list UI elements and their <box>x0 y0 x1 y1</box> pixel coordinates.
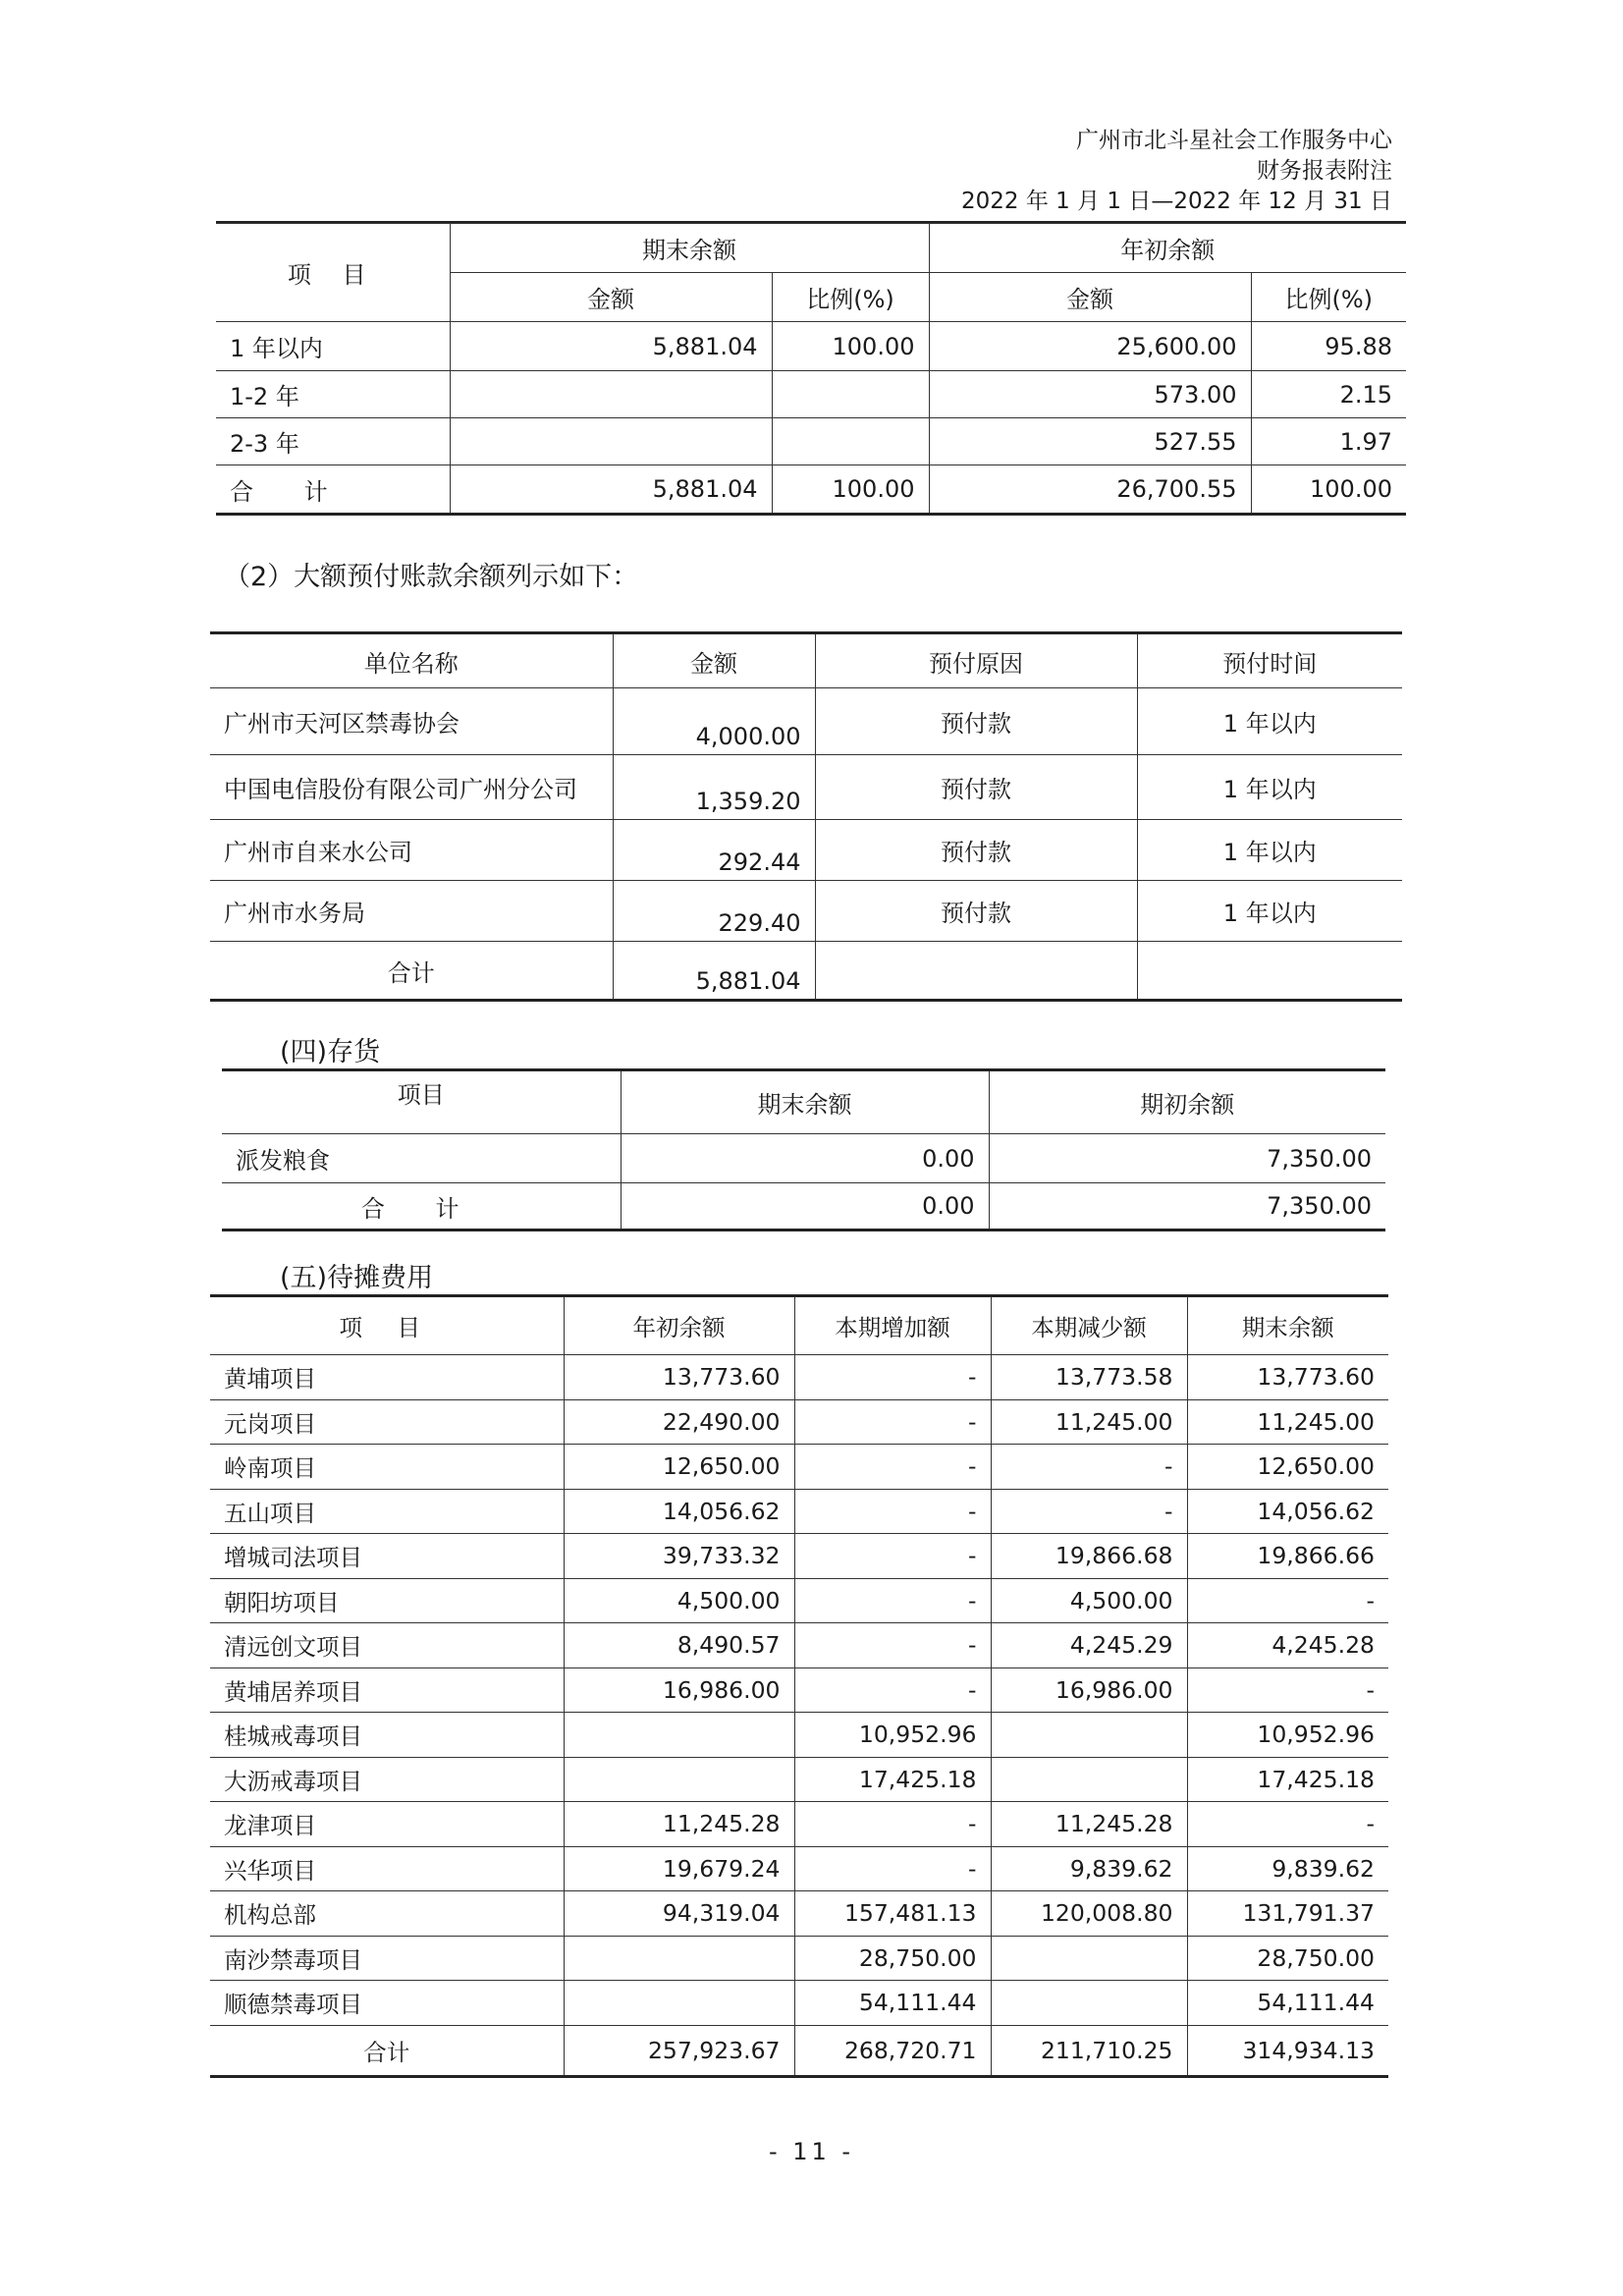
col-amount: 金额 <box>613 633 815 688</box>
table-row-total <box>222 1183 1385 1230</box>
table-row <box>210 1399 1388 1445</box>
row-label: 派发粮食 <box>222 1134 621 1183</box>
cell: 10,952.96 <box>794 1713 991 1758</box>
aging-table <box>216 223 1406 516</box>
cell: 11,245.00 <box>1187 1399 1388 1445</box>
table-row <box>210 1667 1388 1713</box>
table-row <box>210 1578 1388 1623</box>
cell <box>564 1936 794 1981</box>
prepay-caption: （2）大额预付账款余额列示如下： <box>224 562 639 592</box>
cell: - <box>991 1489 1187 1534</box>
row-label: 五山项目 <box>210 1489 564 1534</box>
row-label: 顺德禁毒项目 <box>210 1981 564 2026</box>
col-begin-ratio: 比例(%) <box>1251 273 1406 322</box>
cell: 4,500.00 <box>991 1578 1187 1623</box>
cell: 11,245.00 <box>991 1399 1187 1445</box>
cell: 4,245.28 <box>1187 1623 1388 1668</box>
col-begin-balance: 期初余额 <box>989 1070 1385 1134</box>
col-end-balance: 期末余额 <box>1187 1296 1388 1355</box>
cell: 16,986.00 <box>564 1667 794 1713</box>
cell: 28,750.00 <box>794 1936 991 1981</box>
col-end-balance: 期末余额 <box>621 1070 989 1134</box>
unit-name: 广州市自来水公司 <box>210 820 613 881</box>
empty-cell <box>815 942 1137 1001</box>
table-row <box>210 1445 1388 1490</box>
table-row <box>210 1534 1388 1579</box>
reason: 预付款 <box>815 755 1137 820</box>
amount: 292.44 <box>613 820 815 881</box>
row-label: 黄埔项目 <box>210 1355 564 1400</box>
table-row <box>210 1936 1388 1981</box>
cell <box>991 1757 1187 1802</box>
table-row <box>216 418 1406 465</box>
cell <box>450 418 772 465</box>
cell: 257,923.67 <box>564 2025 794 2076</box>
time: 1 年以内 <box>1137 688 1402 755</box>
cell: 100.00 <box>772 465 929 515</box>
prepay-table <box>210 631 1402 1002</box>
row-label: 1-2 年 <box>216 371 450 418</box>
row-label: 合计 <box>210 2025 564 2076</box>
cell: - <box>794 1623 991 1668</box>
table-row <box>216 322 1406 371</box>
cell <box>991 1936 1187 1981</box>
amount: 229.40 <box>613 881 815 942</box>
cell: 5,881.04 <box>450 465 772 515</box>
table-row <box>210 688 1402 755</box>
table-row <box>210 1489 1388 1534</box>
cell: 5,881.04 <box>450 322 772 371</box>
cell: 14,056.62 <box>1187 1489 1388 1534</box>
cell: 13,773.60 <box>564 1355 794 1400</box>
time: 1 年以内 <box>1137 881 1402 942</box>
cell: 54,111.44 <box>1187 1981 1388 2026</box>
cell: 22,490.00 <box>564 1399 794 1445</box>
cell: 39,733.32 <box>564 1534 794 1579</box>
cell <box>564 1713 794 1758</box>
row-label: 黄埔居养项目 <box>210 1667 564 1713</box>
table-row <box>210 1757 1388 1802</box>
report-header <box>961 126 1392 217</box>
cell: 211,710.25 <box>991 2025 1187 2076</box>
cell: 94,319.04 <box>564 1891 794 1937</box>
amount: 4,000.00 <box>613 688 815 755</box>
cell: 0.00 <box>621 1134 989 1183</box>
cell: 9,839.62 <box>991 1846 1187 1891</box>
table-row <box>210 820 1402 881</box>
cell <box>772 418 929 465</box>
cell: - <box>794 1667 991 1713</box>
cell: 314,934.13 <box>1187 2025 1388 2076</box>
cell <box>564 1757 794 1802</box>
cell: 28,750.00 <box>1187 1936 1388 1981</box>
row-label: 增城司法项目 <box>210 1534 564 1579</box>
cell: 11,245.28 <box>564 1802 794 1847</box>
col-end-amount: 金额 <box>450 273 772 322</box>
cell: - <box>991 1445 1187 1490</box>
cell: 157,481.13 <box>794 1891 991 1937</box>
cell <box>450 371 772 418</box>
row-label: 元岗项目 <box>210 1399 564 1445</box>
period: 2022 年 1 月 1 日—2022 年 12 月 31 日 <box>961 189 1392 214</box>
col-begin-balance: 年初余额 <box>929 224 1406 273</box>
row-label: 合 计 <box>216 465 450 515</box>
table-row <box>210 881 1402 942</box>
row-label: 大沥戒毒项目 <box>210 1757 564 1802</box>
table-row <box>210 1355 1388 1400</box>
cell: 19,866.68 <box>991 1534 1187 1579</box>
cell: 100.00 <box>772 322 929 371</box>
cell: 7,350.00 <box>989 1134 1385 1183</box>
time: 1 年以内 <box>1137 755 1402 820</box>
cell: - <box>794 1489 991 1534</box>
row-label: 机构总部 <box>210 1891 564 1937</box>
amount: 1,359.20 <box>613 755 815 820</box>
time: 1 年以内 <box>1137 820 1402 881</box>
col-begin-amount: 金额 <box>929 273 1251 322</box>
cell: 14,056.62 <box>564 1489 794 1534</box>
org-name: 广州市北斗星社会工作服务中心 <box>1076 128 1392 153</box>
col-increase: 本期增加额 <box>794 1296 991 1355</box>
cell <box>991 1713 1187 1758</box>
deferred-table <box>210 1294 1388 2078</box>
col-begin-balance: 年初余额 <box>564 1296 794 1355</box>
unit-name: 广州市天河区禁毒协会 <box>210 688 613 755</box>
col-item: 项 目 <box>216 224 450 322</box>
table-row <box>222 1134 1385 1183</box>
cell: - <box>1187 1578 1388 1623</box>
row-label: 桂城戒毒项目 <box>210 1713 564 1758</box>
row-label: 合 计 <box>222 1183 621 1230</box>
cell: 13,773.58 <box>991 1355 1187 1400</box>
cell: - <box>1187 1667 1388 1713</box>
cell <box>564 1981 794 2026</box>
col-reason: 预付原因 <box>815 633 1137 688</box>
cell: 100.00 <box>1251 465 1406 515</box>
unit-name: 广州市水务局 <box>210 881 613 942</box>
cell: 12,650.00 <box>564 1445 794 1490</box>
cell: 9,839.62 <box>1187 1846 1388 1891</box>
row-label: 1 年以内 <box>216 322 450 371</box>
row-label: 清远创文项目 <box>210 1623 564 1668</box>
cell: 7,350.00 <box>989 1183 1385 1230</box>
table-row <box>210 1846 1388 1891</box>
cell: 573.00 <box>929 371 1251 418</box>
deferred-caption: (五)待摊费用 <box>280 1263 434 1293</box>
inventory-caption: (四)存货 <box>280 1037 381 1067</box>
cell: 11,245.28 <box>991 1802 1187 1847</box>
doc-title: 财务报表附注 <box>1257 158 1392 184</box>
table-row-total <box>216 465 1406 515</box>
reason: 预付款 <box>815 881 1137 942</box>
cell: 17,425.18 <box>794 1757 991 1802</box>
col-decrease: 本期减少额 <box>991 1296 1187 1355</box>
cell <box>991 1981 1187 2026</box>
row-label: 南沙禁毒项目 <box>210 1936 564 1981</box>
table-row <box>210 1981 1388 2026</box>
cell: 4,500.00 <box>564 1578 794 1623</box>
table-row-total <box>210 942 1402 1001</box>
row-label: 兴华项目 <box>210 1846 564 1891</box>
cell: 19,679.24 <box>564 1846 794 1891</box>
cell: 8,490.57 <box>564 1623 794 1668</box>
cell: 131,791.37 <box>1187 1891 1388 1937</box>
col-end-balance: 期末余额 <box>450 224 929 273</box>
total-amount: 5,881.04 <box>613 942 815 1001</box>
cell: 0.00 <box>621 1183 989 1230</box>
cell: 2.15 <box>1251 371 1406 418</box>
table-row <box>210 755 1402 820</box>
page-number: - 11 - <box>768 2138 855 2165</box>
cell: 1.97 <box>1251 418 1406 465</box>
cell: 26,700.55 <box>929 465 1251 515</box>
cell: - <box>794 1578 991 1623</box>
cell: 19,866.66 <box>1187 1534 1388 1579</box>
table-row <box>210 1623 1388 1668</box>
table-row <box>210 1713 1388 1758</box>
table-row <box>210 1891 1388 1937</box>
cell: 10,952.96 <box>1187 1713 1388 1758</box>
cell: - <box>794 1399 991 1445</box>
cell: 17,425.18 <box>1187 1757 1388 1802</box>
cell: 268,720.71 <box>794 2025 991 2076</box>
cell: - <box>794 1534 991 1579</box>
cell: 54,111.44 <box>794 1981 991 2026</box>
col-time: 预付时间 <box>1137 633 1402 688</box>
total-label: 合计 <box>210 942 613 1001</box>
reason: 预付款 <box>815 820 1137 881</box>
cell: - <box>794 1355 991 1400</box>
row-label: 2-3 年 <box>216 418 450 465</box>
col-end-ratio: 比例(%) <box>772 273 929 322</box>
col-item: 项 目 <box>210 1296 564 1355</box>
table-row <box>216 371 1406 418</box>
cell: 25,600.00 <box>929 322 1251 371</box>
cell: - <box>794 1846 991 1891</box>
row-label: 龙津项目 <box>210 1802 564 1847</box>
inventory-table <box>222 1068 1385 1231</box>
col-unit-name: 单位名称 <box>210 633 613 688</box>
cell: - <box>794 1445 991 1490</box>
cell: 16,986.00 <box>991 1667 1187 1713</box>
cell: 12,650.00 <box>1187 1445 1388 1490</box>
cell: - <box>1187 1802 1388 1847</box>
cell <box>772 371 929 418</box>
cell: 95.88 <box>1251 322 1406 371</box>
cell: 120,008.80 <box>991 1891 1187 1937</box>
row-label: 岭南项目 <box>210 1445 564 1490</box>
cell: 13,773.60 <box>1187 1355 1388 1400</box>
cell: 4,245.29 <box>991 1623 1187 1668</box>
unit-name: 中国电信股份有限公司广州分公司 <box>210 755 613 820</box>
col-item: 项目 <box>222 1070 621 1134</box>
cell: 527.55 <box>929 418 1251 465</box>
row-label: 朝阳坊项目 <box>210 1578 564 1623</box>
table-row-total <box>210 2025 1388 2076</box>
cell: - <box>794 1802 991 1847</box>
reason: 预付款 <box>815 688 1137 755</box>
empty-cell <box>1137 942 1402 1001</box>
table-row <box>210 1802 1388 1847</box>
